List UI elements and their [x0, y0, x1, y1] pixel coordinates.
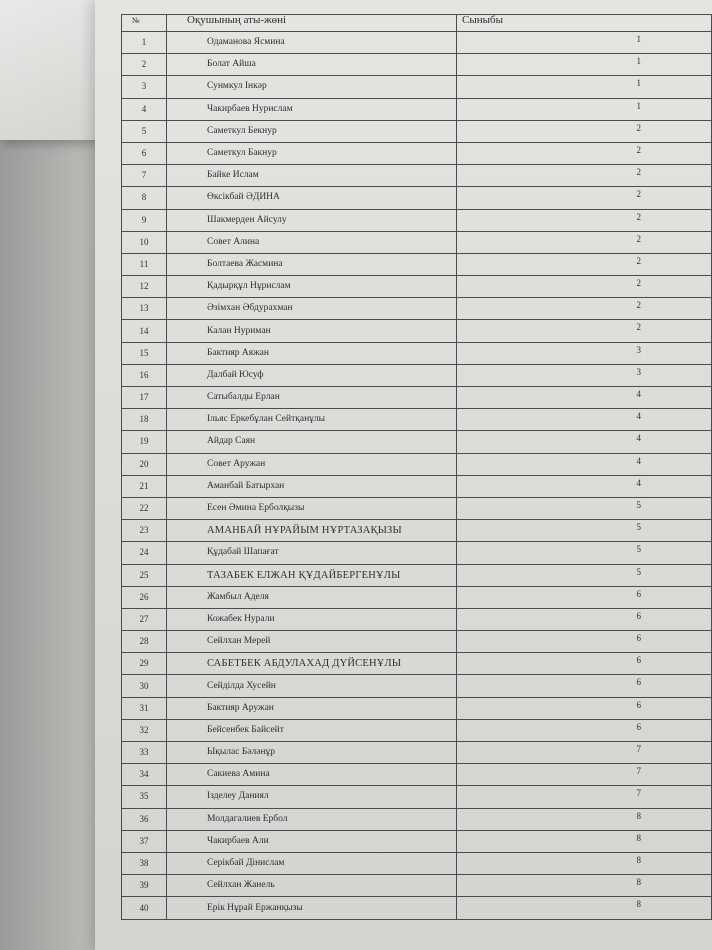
- row-number: 21: [122, 475, 167, 497]
- table-row: [122, 675, 712, 697]
- student-name: Бактияр Аяжан: [167, 342, 457, 364]
- header-student-name: Оқушының аты-жөні: [167, 15, 457, 32]
- student-name: Далбай Юсуф: [167, 364, 457, 386]
- student-name: Сейлхан Мерей: [167, 631, 457, 653]
- student-grade: 6: [457, 631, 712, 653]
- table-row: [122, 897, 712, 920]
- student-grade: 7: [457, 786, 712, 808]
- student-name: Ізделеу Даниял: [167, 786, 457, 808]
- table-row: [122, 742, 712, 764]
- table-row: [122, 76, 712, 98]
- table-row: [122, 852, 712, 874]
- row-number: 4: [122, 98, 167, 120]
- row-number: 12: [122, 276, 167, 298]
- row-number: 28: [122, 631, 167, 653]
- student-name: Сатыбалды Ерлан: [167, 387, 457, 409]
- student-name: Жамбыл Аделя: [167, 586, 457, 608]
- student-name: Саметкул Бекнур: [167, 120, 457, 142]
- row-number: 33: [122, 742, 167, 764]
- student-name: Бактияр Аружан: [167, 697, 457, 719]
- student-grade: 1: [457, 54, 712, 76]
- student-name: Сейділда Хусейн: [167, 675, 457, 697]
- row-number: 1: [122, 32, 167, 54]
- student-name: Кожабек Нурали: [167, 608, 457, 630]
- student-grade: 7: [457, 742, 712, 764]
- row-number: 36: [122, 808, 167, 830]
- student-grade: 8: [457, 830, 712, 852]
- table-row: [122, 409, 712, 431]
- table-header-row: [122, 15, 712, 32]
- row-number: 35: [122, 786, 167, 808]
- table-row: [122, 187, 712, 209]
- row-number: 26: [122, 586, 167, 608]
- table-row: [122, 453, 712, 475]
- student-name: ТАЗАБЕК ЕЛЖАН ҚҰДАЙБЕРГЕНҰЛЫ: [167, 564, 457, 586]
- table-row: [122, 209, 712, 231]
- student-list-table-wrapper: [121, 14, 711, 920]
- row-number: 23: [122, 520, 167, 542]
- student-name: Шакмерден Айсулу: [167, 209, 457, 231]
- table-row: [122, 98, 712, 120]
- table-row: [122, 142, 712, 164]
- student-grade: 4: [457, 431, 712, 453]
- student-grade: 6: [457, 608, 712, 630]
- row-number: 14: [122, 320, 167, 342]
- student-grade: 6: [457, 586, 712, 608]
- row-number: 24: [122, 542, 167, 564]
- row-number: 17: [122, 387, 167, 409]
- table-row: [122, 564, 712, 586]
- table-row: [122, 253, 712, 275]
- table-row: [122, 719, 712, 741]
- student-name: Әзімхан Әбдурахман: [167, 298, 457, 320]
- student-name: Қадырқұл Нұрислам: [167, 276, 457, 298]
- row-number: 18: [122, 409, 167, 431]
- student-name: Ільяс Еркебұлан Сейтқанұлы: [167, 409, 457, 431]
- table-row: [122, 364, 712, 386]
- row-number: 2: [122, 54, 167, 76]
- student-grade: 8: [457, 875, 712, 897]
- student-grade: 2: [457, 209, 712, 231]
- row-number: 5: [122, 120, 167, 142]
- student-grade: 2: [457, 253, 712, 275]
- table-row: [122, 120, 712, 142]
- student-grade: 1: [457, 32, 712, 54]
- row-number: 7: [122, 165, 167, 187]
- table-row: [122, 697, 712, 719]
- student-grade: 2: [457, 165, 712, 187]
- student-name: Калан Нуриман: [167, 320, 457, 342]
- student-name: Ерік Нұрай Ержанқызы: [167, 897, 457, 920]
- row-number: 31: [122, 697, 167, 719]
- student-name: Бейсенбек Байсейт: [167, 719, 457, 741]
- table-body: [122, 32, 712, 920]
- row-number: 6: [122, 142, 167, 164]
- student-name: Болат Айша: [167, 54, 457, 76]
- table-row: [122, 298, 712, 320]
- student-name: Сейлхан Жанель: [167, 875, 457, 897]
- student-name: АМАНБАЙ НҰРАЙЫМ НҰРТАЗАҚЫЗЫ: [167, 520, 457, 542]
- row-number: 32: [122, 719, 167, 741]
- student-grade: 6: [457, 719, 712, 741]
- student-grade: 2: [457, 120, 712, 142]
- row-number: 27: [122, 608, 167, 630]
- header-grade: Сыныбы: [457, 15, 712, 32]
- table-row: [122, 342, 712, 364]
- row-number: 19: [122, 431, 167, 453]
- row-number: 34: [122, 764, 167, 786]
- student-grade: 5: [457, 497, 712, 519]
- student-grade: 5: [457, 542, 712, 564]
- student-list-table: [121, 14, 712, 920]
- student-name: Серікбай Дінислам: [167, 852, 457, 874]
- table-row: [122, 497, 712, 519]
- student-grade: 2: [457, 231, 712, 253]
- table-row: [122, 431, 712, 453]
- student-grade: 8: [457, 808, 712, 830]
- student-name: Құдабай Шапағат: [167, 542, 457, 564]
- student-name: Өксікбай ӘДИНА: [167, 187, 457, 209]
- row-number: 29: [122, 653, 167, 675]
- student-grade: 6: [457, 697, 712, 719]
- student-grade: 7: [457, 764, 712, 786]
- table-row: [122, 32, 712, 54]
- row-number: 13: [122, 298, 167, 320]
- table-row: [122, 387, 712, 409]
- row-number: 10: [122, 231, 167, 253]
- table-row: [122, 653, 712, 675]
- student-grade: 4: [457, 387, 712, 409]
- student-name: Аманбай Батырхан: [167, 475, 457, 497]
- table-row: [122, 764, 712, 786]
- row-number: 8: [122, 187, 167, 209]
- student-grade: 8: [457, 897, 712, 920]
- student-grade: 2: [457, 320, 712, 342]
- row-number: 22: [122, 497, 167, 519]
- row-number: 20: [122, 453, 167, 475]
- student-name: Ықылас Бәләнұр: [167, 742, 457, 764]
- row-number: 15: [122, 342, 167, 364]
- row-number: 37: [122, 830, 167, 852]
- table-row: [122, 475, 712, 497]
- student-grade: 2: [457, 298, 712, 320]
- student-grade: 3: [457, 364, 712, 386]
- table-row: [122, 165, 712, 187]
- student-name: Байке Ислам: [167, 165, 457, 187]
- student-name: Чакирбаев Али: [167, 830, 457, 852]
- student-name: Саметкул Бакнур: [167, 142, 457, 164]
- header-number: №: [122, 15, 167, 32]
- table-row: [122, 608, 712, 630]
- row-number: 16: [122, 364, 167, 386]
- row-number: 40: [122, 897, 167, 920]
- row-number: 11: [122, 253, 167, 275]
- student-grade: 3: [457, 342, 712, 364]
- student-grade: 6: [457, 675, 712, 697]
- table-row: [122, 631, 712, 653]
- table-row: [122, 786, 712, 808]
- student-grade: 8: [457, 852, 712, 874]
- student-name: Чакирбаев Нурислам: [167, 98, 457, 120]
- student-grade: 1: [457, 76, 712, 98]
- student-grade: 2: [457, 276, 712, 298]
- table-row: [122, 808, 712, 830]
- row-number: 30: [122, 675, 167, 697]
- table-row: [122, 586, 712, 608]
- table-row: [122, 520, 712, 542]
- row-number: 39: [122, 875, 167, 897]
- student-name: Молдагалиев Ербол: [167, 808, 457, 830]
- student-grade: 4: [457, 475, 712, 497]
- student-grade: 1: [457, 98, 712, 120]
- student-name: Совет Аружан: [167, 453, 457, 475]
- student-grade: 2: [457, 142, 712, 164]
- student-name: Сунмкул Інкәр: [167, 76, 457, 98]
- student-grade: 2: [457, 187, 712, 209]
- table-row: [122, 276, 712, 298]
- student-grade: 5: [457, 520, 712, 542]
- table-row: [122, 875, 712, 897]
- table-row: [122, 830, 712, 852]
- student-grade: 5: [457, 564, 712, 586]
- student-name: САБЕТБЕК АБДУЛАХАД ДҮЙСЕНҰЛЫ: [167, 653, 457, 675]
- student-grade: 4: [457, 453, 712, 475]
- table-row: [122, 231, 712, 253]
- table-row: [122, 542, 712, 564]
- table-row: [122, 320, 712, 342]
- student-name: Совет Алина: [167, 231, 457, 253]
- row-number: 38: [122, 852, 167, 874]
- student-grade: 4: [457, 409, 712, 431]
- student-name: Болтаева Жасмина: [167, 253, 457, 275]
- student-name: Айдар Саян: [167, 431, 457, 453]
- row-number: 9: [122, 209, 167, 231]
- student-grade: 6: [457, 653, 712, 675]
- row-number: 25: [122, 564, 167, 586]
- student-name: Одаманова Ясмина: [167, 32, 457, 54]
- student-name: Сакиева Амина: [167, 764, 457, 786]
- table-row: [122, 54, 712, 76]
- row-number: 3: [122, 76, 167, 98]
- student-name: Есен Әмина Ерболқызы: [167, 497, 457, 519]
